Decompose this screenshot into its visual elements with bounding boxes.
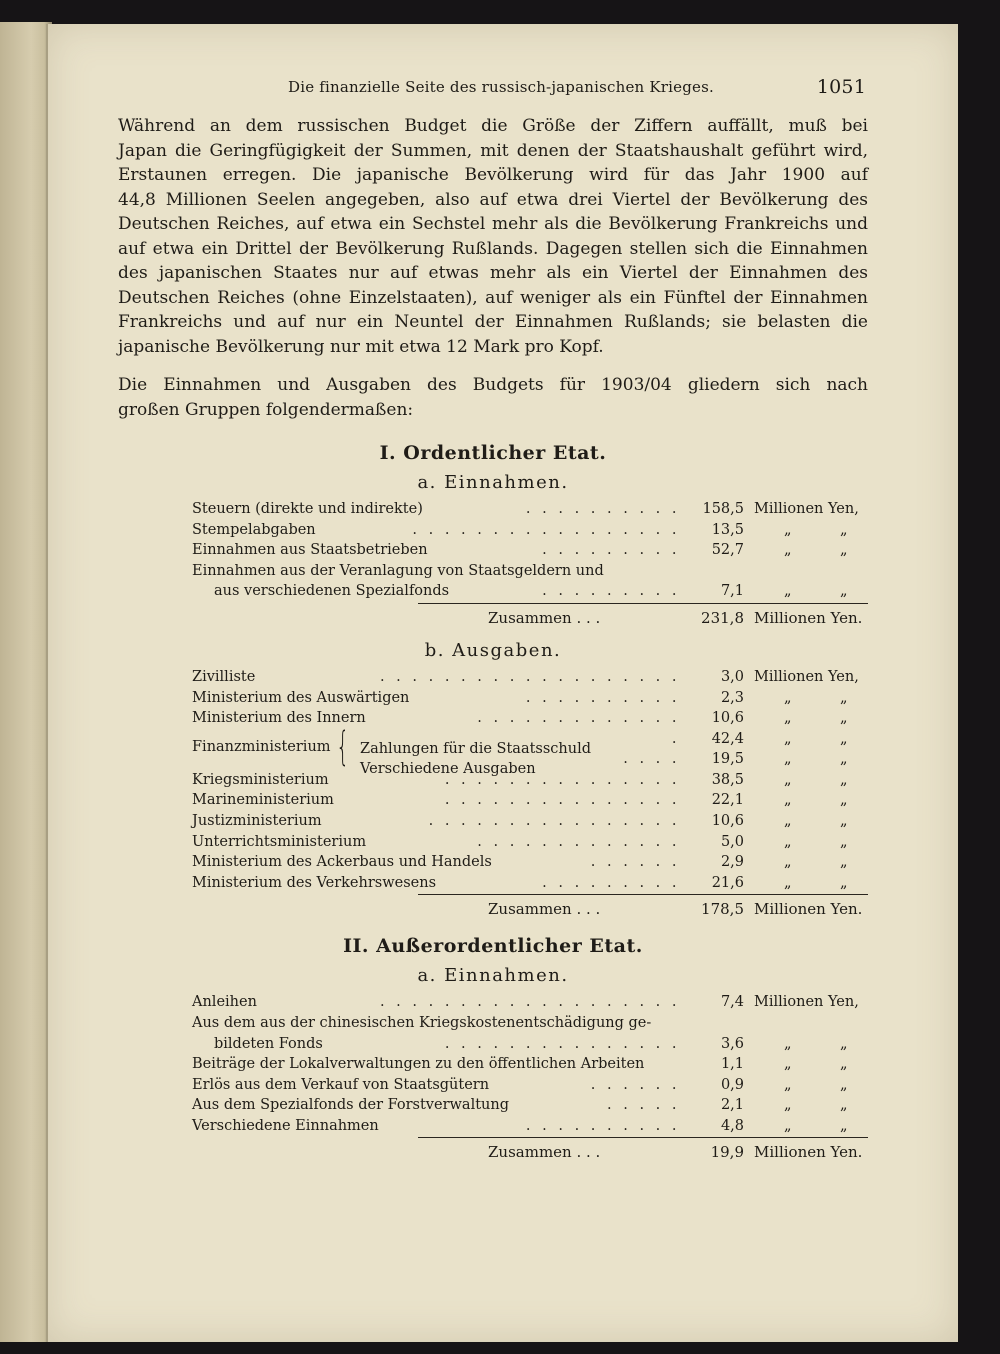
paragraph-budget-comparison — [118, 114, 868, 359]
ditto-mark: „ — [840, 730, 848, 747]
ditto-mark: „ — [784, 1056, 792, 1073]
row-label: Kriegsministerium — [192, 771, 329, 788]
total-label: Zusammen . . . — [488, 1143, 601, 1162]
ditto-mark: „ — [784, 1117, 792, 1134]
row-value: 10,6 — [711, 710, 744, 727]
text-line: japanische Bevölkerung nur mit etwa 12 Mark pro Kopf. — [118, 336, 604, 357]
total-unit: Millionen Yen. — [754, 1143, 863, 1162]
paragraph-intro-table — [118, 373, 868, 422]
curly-brace: { — [336, 723, 350, 770]
row-label: Einnahmen aus der Veranlagung von Staatsgeldern und — [192, 562, 604, 579]
ditto-mark: „ — [784, 751, 792, 768]
row-label: Anleihen — [192, 994, 257, 1011]
row-label: Beiträge der Lokalverwaltungen zu den öffentlichen Arbeiten — [192, 1056, 645, 1073]
table-row — [118, 708, 868, 729]
leader-dots: . . . . . . — [590, 854, 680, 871]
leader-dots: . . . . . . . . . . . . . . . . . — [412, 521, 680, 538]
ditto-mark: „ — [784, 1097, 792, 1114]
table-row — [118, 1075, 868, 1096]
subheading-einnahmen: a. Einnahmen. — [417, 965, 569, 987]
leader-dots: . . . . . . . . . . . . . . . . — [428, 812, 680, 829]
ditto-mark: „ — [840, 812, 848, 829]
row-value: 3,0 — [720, 668, 744, 685]
row-value: 13,5 — [711, 521, 744, 538]
running-header — [118, 76, 868, 102]
text-line: Japan die Geringfügigkeit der Summen, mit denen der Staatshaushalt geführt wird, — [118, 140, 868, 161]
section-heading-ordentlicher-etat: I. Ordentlicher Etat. — [379, 442, 607, 464]
ditto-mark: „ — [840, 542, 848, 559]
table-expenses-ordinary — [118, 667, 868, 921]
table-row — [118, 688, 868, 709]
row-value: 22,1 — [711, 792, 744, 809]
row-unit: Millionen Yen, — [754, 668, 859, 685]
ditto-mark: „ — [784, 542, 792, 559]
total-row — [118, 897, 868, 921]
ditto-mark: „ — [840, 583, 848, 600]
row-value: 5,0 — [720, 833, 744, 850]
row-value: 38,5 — [711, 771, 744, 788]
text-line: Erstaunen erregen. Die japanische Bevölkerung wird für das Jahr 1900 auf — [118, 165, 868, 185]
leader-dots: . . . . . . . . . . . . . . . — [444, 792, 680, 809]
row-label: Erlös aus dem Verkauf von Staatsgütern — [192, 1076, 490, 1093]
leader-dots: . . . . . . . . . — [542, 583, 680, 600]
table-row — [118, 540, 868, 561]
text-line: großen Gruppen folgendermaßen: — [118, 399, 414, 420]
table-row — [118, 667, 868, 688]
row-unit: Millionen Yen, — [754, 501, 859, 517]
table-row — [118, 561, 868, 582]
ditto-mark: „ — [784, 521, 792, 538]
ditto-mark: „ — [784, 730, 792, 747]
leader-dots: . . . . . . . . . . . . . — [477, 710, 680, 727]
ditto-mark: „ — [840, 521, 848, 538]
ditto-mark: „ — [840, 1117, 848, 1134]
ditto-mark: „ — [784, 792, 792, 809]
running-title: Die finanzielle Seite des russisch-japanischen Krieges. — [288, 78, 714, 96]
row-value: 3,6 — [720, 1035, 744, 1052]
row-value: 52,7 — [711, 542, 744, 559]
ditto-mark: „ — [840, 710, 848, 727]
leader-dots: . . . . . . . . . — [542, 874, 680, 891]
total-row — [118, 1140, 868, 1164]
leader-dots: . . . . . . . . . . — [525, 1117, 680, 1134]
leader-dots: . . . . . . . . . . — [525, 501, 680, 517]
row-label: Aus dem aus der chinesischen Kriegskostenentschädigung ge- — [192, 1014, 652, 1031]
table-row — [118, 520, 868, 541]
ditto-mark: „ — [784, 689, 792, 706]
leader-dots: . . . . . . — [590, 1076, 680, 1093]
leader-dots: . — [671, 730, 680, 747]
row-label: Ministerium des Innern — [192, 710, 366, 727]
row-label: Verschiedene Ausgaben — [360, 761, 536, 778]
row-label: Ministerium des Verkehrswesens — [192, 874, 437, 891]
subheading-ausgaben: b. Ausgaben. — [424, 639, 562, 661]
row-label: Justizministerium — [192, 812, 322, 829]
total-value: 178,5 — [701, 900, 744, 919]
ditto-mark: „ — [784, 874, 792, 891]
row-label: Unterrichtsministerium — [192, 833, 367, 850]
book-page — [46, 24, 958, 1342]
table-row — [118, 1095, 868, 1116]
table-row — [118, 581, 868, 602]
ditto-mark: „ — [784, 1076, 792, 1093]
row-value: 19,5 — [711, 751, 744, 768]
leader-dots: . . . . . . . . . . — [525, 689, 680, 706]
leader-dots: . . . . . — [607, 1097, 680, 1114]
sum-rule — [418, 603, 868, 604]
table-row — [118, 1054, 868, 1075]
table-row — [118, 729, 868, 757]
row-label: Stempelabgaben — [192, 521, 316, 538]
total-value: 231,8 — [701, 608, 744, 627]
row-label: Zahlungen für die Staatsschuld — [360, 740, 592, 757]
leader-dots: . . . . . . . . . . . . . . . — [444, 1035, 680, 1052]
table-row — [118, 790, 868, 811]
ditto-mark: „ — [784, 833, 792, 850]
ditto-mark: „ — [840, 1097, 848, 1114]
text-line: Deutschen Reiches, auf etwa ein Sechstel mehr als die Bevölkerung Frankreichs und — [118, 214, 868, 234]
table-row — [118, 992, 868, 1013]
table-income-extraordinary — [118, 992, 868, 1164]
leader-dots: . . . . . . . . . . . . . . . — [444, 771, 680, 788]
table-row — [118, 811, 868, 832]
table-row — [118, 1034, 868, 1055]
section-heading-ausserordentlicher-etat: II. Außerordentlicher Etat. — [343, 935, 643, 958]
leader-dots: . . . . . . . . . . . . . . . . . . . — [379, 668, 680, 685]
row-label: Ministerium des Auswärtigen — [192, 689, 410, 706]
sum-rule — [418, 894, 868, 895]
ditto-mark: „ — [784, 771, 792, 788]
leader-dots: . . . . . . . . . . . . . . . . . . . — [379, 994, 680, 1011]
ditto-mark: „ — [784, 583, 792, 600]
table-row — [118, 1116, 868, 1137]
row-value: 2,9 — [720, 854, 744, 871]
row-label: Einnahmen aus Staatsbetrieben — [192, 542, 428, 559]
ditto-mark: „ — [784, 812, 792, 829]
row-value: 10,6 — [711, 812, 744, 829]
page-number: 1051 — [816, 76, 866, 98]
ditto-mark: „ — [784, 854, 792, 871]
text-line: Die Einnahmen und Ausgaben des Budgets für 1903/04 gliedern sich nach — [118, 375, 868, 395]
row-label: Aus dem Spezialfonds der Forstverwaltung — [192, 1097, 509, 1114]
row-value: 42,4 — [711, 730, 744, 747]
text-line: Während an dem russischen Budget die Größe der Ziffern auffällt, muß bei — [118, 116, 868, 136]
table-row — [118, 1013, 868, 1034]
ditto-mark: „ — [840, 833, 848, 850]
row-label: Ministerium des Ackerbaus und Handels — [192, 854, 492, 871]
row-value: 21,6 — [711, 874, 744, 891]
row-value: 2,1 — [720, 1097, 744, 1114]
total-label: Zusammen . . . — [488, 900, 601, 919]
text-line: Deutschen Reiches (ohne Einzelstaaten), auf weniger als ein Fünftel der Einnahmen — [118, 287, 868, 308]
row-value: 2,3 — [720, 689, 744, 706]
row-label: Verschiedene Einnahmen — [192, 1117, 379, 1134]
row-value: 1,1 — [720, 1056, 744, 1073]
table-row — [118, 770, 868, 791]
total-unit: Millionen Yen. — [754, 900, 863, 919]
total-row — [118, 606, 868, 630]
row-unit: Millionen Yen, — [754, 994, 859, 1011]
total-label: Zusammen . . . — [488, 608, 601, 627]
row-label: Finanzministerium — [192, 738, 331, 755]
ditto-mark: „ — [840, 1035, 848, 1052]
ditto-mark: „ — [840, 1076, 848, 1093]
text-line: Frankreichs und auf nur ein Neuntel der Einnahmen Rußlands; sie belasten die — [118, 312, 868, 332]
row-label: Steuern (direkte und indirekte) — [192, 501, 423, 517]
total-unit: Millionen Yen. — [754, 608, 863, 627]
ditto-mark: „ — [840, 689, 848, 706]
row-value: 7,4 — [720, 994, 744, 1011]
row-label: Zivilliste — [192, 668, 256, 685]
row-value: 158,5 — [702, 501, 744, 517]
leader-dots: . . . . . . . . . . . . . — [477, 833, 680, 850]
finance-ministry-group — [118, 723, 868, 778]
text-line: auf etwa ein Drittel der Bevölkerung Rußlands. Dagegen stellen sich die Einnahmen — [118, 238, 868, 259]
ditto-mark: „ — [840, 792, 848, 809]
ditto-mark: „ — [840, 854, 848, 871]
table-row — [118, 852, 868, 873]
row-label: bildeten Fonds — [214, 1035, 323, 1052]
sum-rule — [418, 1137, 868, 1138]
subheading-einnahmen: a. Einnahmen. — [417, 472, 569, 493]
leader-dots: . . . . . . . . . — [542, 542, 680, 559]
total-value: 19,9 — [710, 1143, 744, 1162]
ditto-mark: „ — [840, 1056, 848, 1073]
text-line: 44,8 Millionen Seelen angegeben, also auf etwa drei Viertel der Bevölkerung des — [118, 189, 868, 210]
page-content — [118, 76, 868, 1164]
ditto-mark: „ — [840, 751, 848, 768]
table-row — [118, 749, 868, 778]
table-income-ordinary — [118, 499, 868, 630]
row-value: 4,8 — [720, 1117, 744, 1134]
ditto-mark: „ — [784, 1035, 792, 1052]
table-row — [118, 832, 868, 853]
text-line: des japanischen Staates nur auf etwas mehr als ein Viertel der Einnahmen des — [118, 263, 868, 283]
book-spine-edge — [0, 22, 52, 1342]
row-value: 7,1 — [720, 583, 744, 600]
ditto-mark: „ — [784, 710, 792, 727]
row-value: 0,9 — [720, 1076, 744, 1093]
table-row — [118, 873, 868, 894]
row-label: aus verschiedenen Spezialfonds — [214, 583, 450, 600]
ditto-mark: „ — [840, 771, 848, 788]
row-label: Marineministerium — [192, 792, 334, 809]
table-row — [118, 499, 868, 520]
leader-dots: . . . . — [623, 751, 680, 768]
ditto-mark: „ — [840, 874, 848, 891]
